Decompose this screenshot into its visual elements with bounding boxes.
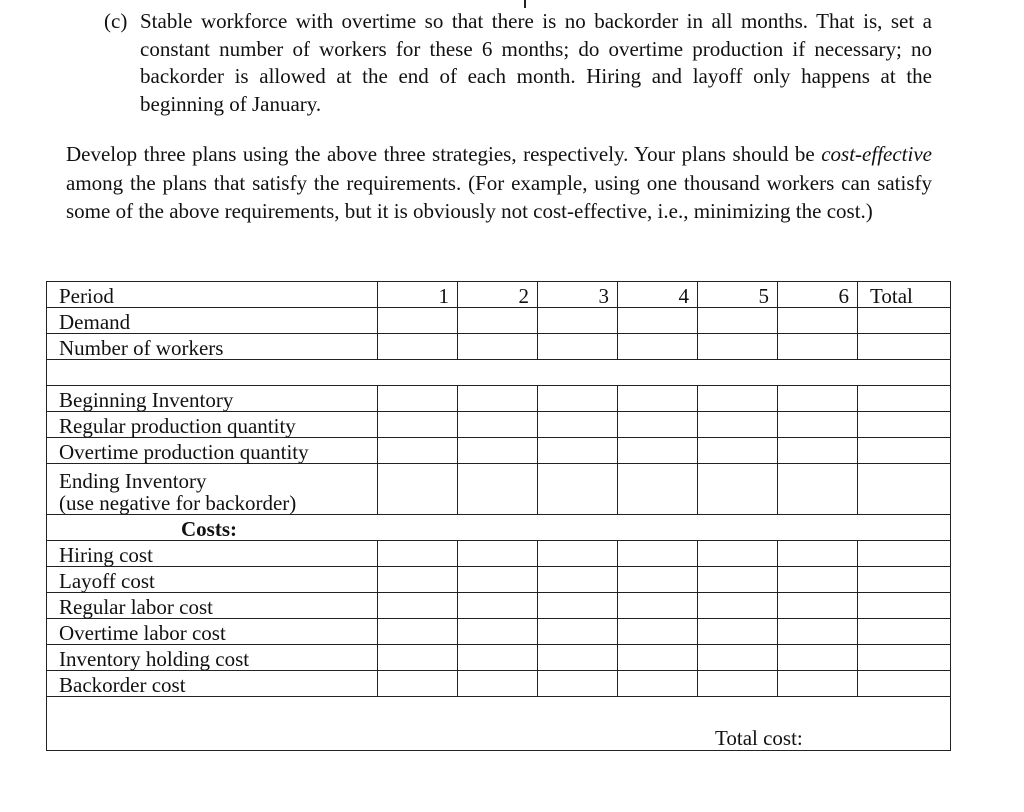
table-row-costs-heading (47, 515, 951, 541)
strategy-c-label: (c) (104, 9, 128, 33)
table-row-period (47, 282, 951, 308)
table-cell[interactable] (538, 671, 618, 697)
table-cell[interactable] (618, 412, 698, 438)
regular-labor-cost-label: Regular labor cost (47, 593, 378, 619)
table-cell[interactable] (378, 464, 458, 515)
table-cell[interactable] (538, 567, 618, 593)
table-row-workers (47, 334, 951, 360)
period-2: 2 (458, 282, 538, 308)
table-cell[interactable] (698, 308, 778, 334)
overtime-labor-cost-label: Overtime labor cost (47, 619, 378, 645)
table-row-regular-production (47, 412, 951, 438)
holding-cost-label: Inventory holding cost (47, 645, 378, 671)
table-cell[interactable] (858, 671, 951, 697)
table-cell[interactable] (378, 412, 458, 438)
table-cell[interactable] (698, 671, 778, 697)
period-label: Period (47, 282, 378, 308)
table-cell[interactable] (458, 567, 538, 593)
period-4: 4 (618, 282, 698, 308)
table-row-spacer (47, 360, 951, 386)
total-cost-cell[interactable] (47, 697, 951, 751)
table-cell[interactable] (858, 593, 951, 619)
table-cell[interactable] (458, 671, 538, 697)
table-cell[interactable] (698, 541, 778, 567)
regular-production-label: Regular production quantity (47, 412, 378, 438)
strategy-c-text: Stable workforce with overtime so that there is no backorder in all months. That is, set a constant number of workers for these 6 months; do overtime production if necessary; no backorder is allowed at the end of each month. Hiring and layoff only happens at the beginning of January. (140, 9, 932, 116)
demand-label: Demand (47, 308, 378, 334)
table-row-holding (47, 645, 951, 671)
aggregate-plan-table (46, 281, 951, 751)
table-cell[interactable] (618, 645, 698, 671)
hiring-cost-label: Hiring cost (47, 541, 378, 567)
table-cell[interactable] (458, 308, 538, 334)
table-cell[interactable] (458, 412, 538, 438)
period-1: 1 (378, 282, 458, 308)
table-cell[interactable] (538, 464, 618, 515)
table-cell[interactable] (698, 593, 778, 619)
instructions-emphasis: cost-effective (821, 142, 932, 166)
table-row-beginning-inventory (47, 386, 951, 412)
table-cell[interactable] (778, 386, 858, 412)
table-row-backorder (47, 671, 951, 697)
table-cell[interactable] (778, 541, 858, 567)
table-cell[interactable] (378, 541, 458, 567)
table-cell[interactable] (378, 671, 458, 697)
table-cell[interactable] (378, 334, 458, 360)
table-cell[interactable] (858, 619, 951, 645)
table-cell[interactable] (458, 645, 538, 671)
table-row-demand (47, 308, 951, 334)
table-cell[interactable] (698, 464, 778, 515)
table-cell[interactable] (458, 619, 538, 645)
table-row-overtime-production (47, 438, 951, 464)
table-cell[interactable] (778, 671, 858, 697)
instructions-text-after: among the plans that satisfy the requirements. (For example, using one thousand workers can satisfy some of the above requirements, but it is obviously not cost-effective, i.e., minimizing the cost.) (66, 170, 932, 223)
table-cell[interactable] (618, 541, 698, 567)
costs-heading: Costs: (47, 515, 951, 541)
spacer-cell (47, 360, 951, 386)
table-cell[interactable] (618, 593, 698, 619)
table-cell[interactable] (618, 438, 698, 464)
table-cell[interactable] (698, 645, 778, 671)
table-cell[interactable] (378, 308, 458, 334)
table-cell[interactable] (858, 567, 951, 593)
table-cell[interactable] (538, 412, 618, 438)
total-header: Total (858, 282, 951, 308)
backorder-cost-label: Backorder cost (47, 671, 378, 697)
table-cell[interactable] (378, 645, 458, 671)
table-cell[interactable] (538, 541, 618, 567)
table-cell[interactable] (378, 438, 458, 464)
table-cell[interactable] (618, 567, 698, 593)
table-cell[interactable] (858, 412, 951, 438)
table-cell[interactable] (698, 386, 778, 412)
table-row-regular-labor (47, 593, 951, 619)
table-cell[interactable] (778, 567, 858, 593)
table-cell[interactable] (698, 567, 778, 593)
table-cell[interactable] (538, 593, 618, 619)
table-row-overtime-labor (47, 619, 951, 645)
workers-label: Number of workers (47, 334, 378, 360)
instructions-paragraph (66, 140, 932, 226)
ending-inventory-label (47, 464, 378, 515)
layoff-cost-label: Layoff cost (47, 567, 378, 593)
table-cell[interactable] (618, 671, 698, 697)
ending-inventory-title: Ending Inventory (59, 469, 207, 493)
table-cell[interactable] (858, 386, 951, 412)
table-cell[interactable] (618, 464, 698, 515)
total-cost-label: Total cost: (715, 726, 803, 750)
table-cell[interactable] (378, 386, 458, 412)
table-cell[interactable] (778, 308, 858, 334)
instructions-text-before: Develop three plans using the above three strategies, respectively. Your plans should be (66, 142, 822, 166)
table-cell[interactable] (538, 386, 618, 412)
table-cell[interactable] (538, 619, 618, 645)
table-row-hiring (47, 541, 951, 567)
table-cell[interactable] (778, 619, 858, 645)
table-cell[interactable] (778, 412, 858, 438)
table-cell[interactable] (458, 334, 538, 360)
table-cell[interactable] (698, 438, 778, 464)
table-cell[interactable] (858, 308, 951, 334)
table-cell[interactable] (778, 593, 858, 619)
table-cell[interactable] (778, 334, 858, 360)
table-cell[interactable] (698, 334, 778, 360)
period-3: 3 (538, 282, 618, 308)
table-cell[interactable] (618, 308, 698, 334)
table-cell[interactable] (458, 593, 538, 619)
table-cell[interactable] (378, 619, 458, 645)
table-cell[interactable] (858, 438, 951, 464)
table-cell[interactable] (458, 438, 538, 464)
table-cell[interactable] (378, 567, 458, 593)
table-cell[interactable] (378, 593, 458, 619)
table-cell[interactable] (538, 334, 618, 360)
table-cell[interactable] (458, 386, 538, 412)
ending-inventory-note: (use negative for backorder) (59, 491, 297, 515)
table-cell[interactable] (778, 464, 858, 515)
table-row-ending-inventory (47, 464, 951, 515)
table-row-layoff (47, 567, 951, 593)
table-cell[interactable] (618, 619, 698, 645)
table-cell[interactable] (698, 412, 778, 438)
table-cell[interactable] (778, 645, 858, 671)
period-5: 5 (698, 282, 778, 308)
table-cell[interactable] (458, 464, 538, 515)
table-cell[interactable] (698, 619, 778, 645)
table-row-total-cost (47, 697, 951, 751)
page-top-mark (524, 0, 526, 8)
table-cell[interactable] (538, 645, 618, 671)
table-cell[interactable] (618, 386, 698, 412)
table-cell[interactable] (858, 334, 951, 360)
table-cell[interactable] (618, 334, 698, 360)
table-cell[interactable] (778, 438, 858, 464)
beginning-inventory-label: Beginning Inventory (47, 386, 378, 412)
table-cell[interactable] (858, 464, 951, 515)
overtime-production-label: Overtime production quantity (47, 438, 378, 464)
table-cell[interactable] (858, 645, 951, 671)
table-cell[interactable] (858, 541, 951, 567)
table-cell[interactable] (538, 438, 618, 464)
table-cell[interactable] (538, 308, 618, 334)
period-6: 6 (778, 282, 858, 308)
table-cell[interactable] (458, 541, 538, 567)
strategy-c-paragraph (104, 8, 932, 118)
